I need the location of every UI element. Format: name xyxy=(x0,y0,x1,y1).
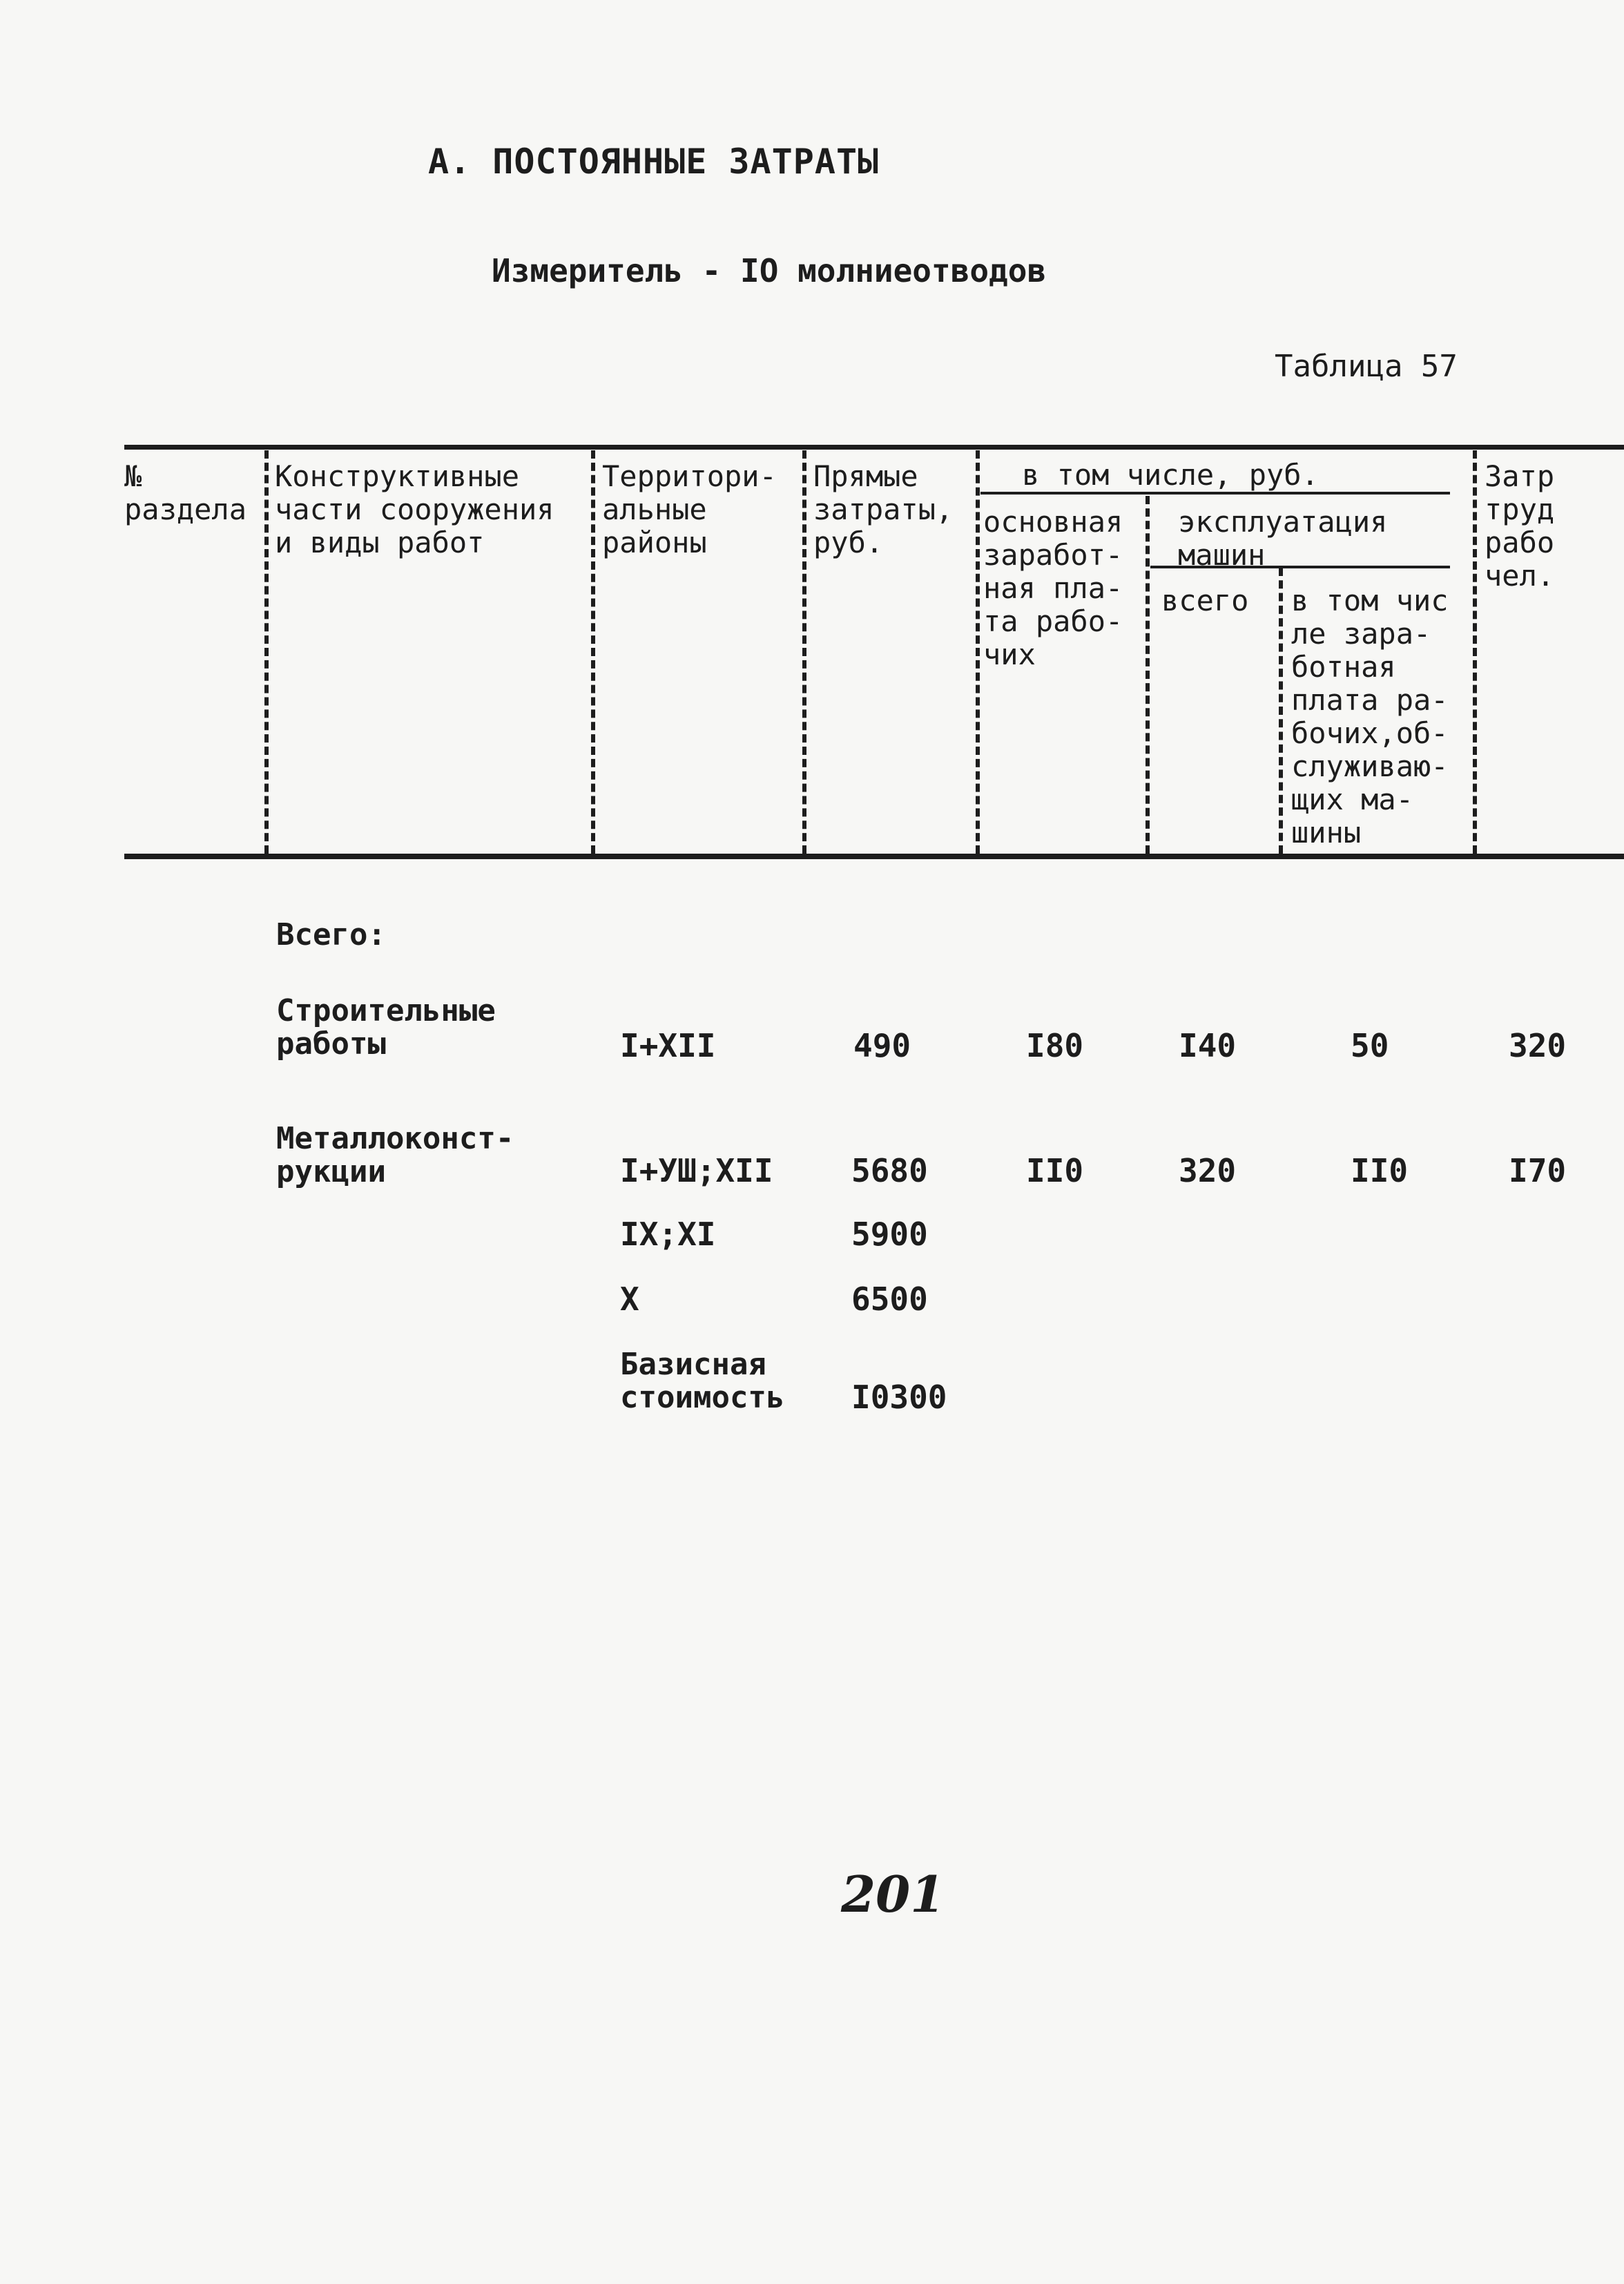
cell-direct: 6500 xyxy=(851,1280,928,1318)
header-machines: эксплуатация машин xyxy=(1178,505,1388,572)
header-base-wage: основная заработ- ная пла- та рабо- чих xyxy=(983,505,1123,671)
measure-line: Измеритель - IO молниеотводов xyxy=(492,252,1047,289)
cell-region: X xyxy=(620,1280,639,1318)
cell-direct: I0300 xyxy=(851,1379,947,1416)
cell-wage: II0 xyxy=(1026,1152,1084,1189)
section-title: А. ПОСТОЯННЫЕ ЗАТРАТЫ xyxy=(428,142,880,182)
cell-mach-total: I40 xyxy=(1179,1027,1237,1064)
header-machines-total: всего xyxy=(1161,584,1249,617)
row-label-metal: Металлоконст- рукции xyxy=(276,1121,514,1189)
cell-mach-wage: 50 xyxy=(1351,1027,1389,1064)
column-divider xyxy=(264,450,269,854)
row-label-construction: Строительные работы xyxy=(276,993,496,1062)
total-label: Всего: xyxy=(276,917,386,952)
header-regions: Территори- альные районы xyxy=(602,459,777,559)
cell-region: IX;XI xyxy=(620,1216,716,1253)
cell-labor: 320 xyxy=(1509,1027,1567,1064)
header-section-no: № раздела xyxy=(124,459,247,526)
column-divider xyxy=(802,450,806,854)
column-divider xyxy=(1146,496,1150,854)
group-underline xyxy=(980,492,1450,495)
cell-region: I+УШ;XII xyxy=(620,1152,773,1189)
cell-mach-total: 320 xyxy=(1179,1152,1237,1189)
cell-labor: I70 xyxy=(1509,1152,1567,1189)
table-label: Таблица 57 xyxy=(1275,349,1458,384)
cell-wage: I80 xyxy=(1026,1027,1084,1064)
header-parts: Конструктивные части сооружения и виды работ xyxy=(275,459,554,559)
column-divider xyxy=(976,450,980,854)
cell-direct: 5680 xyxy=(851,1152,928,1189)
header-direct-costs: Прямые затраты, руб. xyxy=(813,459,954,559)
cell-direct: 490 xyxy=(853,1027,911,1064)
header-incl-group: в том числе, руб. xyxy=(1022,458,1319,492)
column-divider xyxy=(1473,450,1477,854)
header-labor: Затр труд рабо чел. xyxy=(1485,459,1555,593)
page-number: 201 xyxy=(841,1865,945,1923)
cell-region-base: Базисная стоимость xyxy=(620,1347,785,1415)
column-divider xyxy=(591,450,595,854)
header-machines-wage: в том чис ле зара- ботная плата ра- бочих,об- служиваю- щих ма- шины xyxy=(1291,584,1449,850)
column-divider xyxy=(1279,568,1283,854)
table-bottom-rule xyxy=(124,854,1624,859)
cell-direct: 5900 xyxy=(851,1216,928,1253)
cell-mach-wage: II0 xyxy=(1351,1152,1409,1189)
table-top-rule xyxy=(124,445,1624,450)
cell-region: I+XII xyxy=(620,1027,716,1064)
